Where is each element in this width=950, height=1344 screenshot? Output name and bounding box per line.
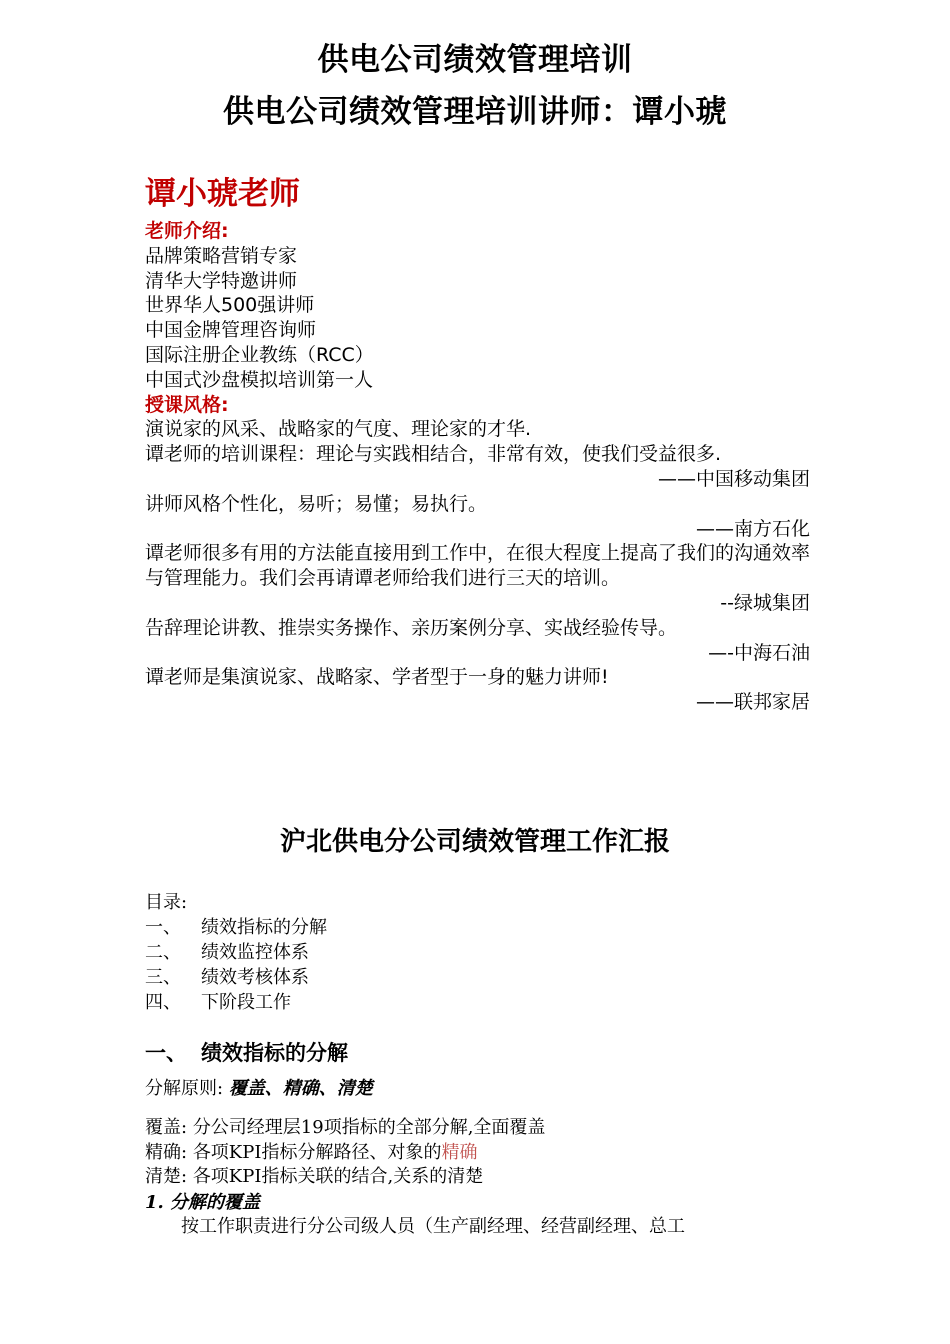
toc-label: 目录: xyxy=(145,892,188,913)
toc-item-number: 一、 xyxy=(145,917,181,938)
toc-item-number: 二、 xyxy=(145,942,181,963)
intro-item: 品牌策略营销专家 xyxy=(145,244,298,267)
subsection-heading: 1. 分解的覆盖 xyxy=(145,1192,261,1213)
intro-item: 中国式沙盘模拟培训第一人 xyxy=(145,368,374,391)
intro-item: 世界华人500强讲师 xyxy=(145,294,315,317)
testimonial-text: 谭老师的培训课程：理论与实践相结合，非常有效，使我们受益很多. xyxy=(145,443,722,466)
testimonial-text: 谭老师很多有用的方法能直接用到工作中，在很大程度上提高了我们的沟通效率与管理能力。我们会再请谭老师给我们进行三天的培训。 xyxy=(145,542,811,590)
toc-item-number: 四、 xyxy=(145,992,181,1013)
intro-label: 老师介绍: xyxy=(145,220,229,242)
section-heading xyxy=(145,1038,810,1068)
definition-label: 清楚: xyxy=(145,1166,188,1187)
definition-text: 各项KPI指标关联的结合,关系的清楚 xyxy=(192,1166,484,1187)
toc-item xyxy=(145,990,810,1015)
style-label: 授课风格: xyxy=(145,393,229,416)
toc-item-number: 三、 xyxy=(145,967,181,988)
testimonial-source: --绿城集团 xyxy=(720,591,810,614)
definition-row xyxy=(145,1165,810,1190)
page-subtitle: 供电公司绩效管理培训讲师：谭小琥 xyxy=(223,94,727,130)
teacher-name: 谭小琥老师 xyxy=(145,176,300,212)
teacher-intro xyxy=(145,219,810,715)
definition-text: 分公司经理层19项指标的全部分解,全面覆盖 xyxy=(192,1117,546,1138)
intro-item: 国际注册企业教练（RCC） xyxy=(145,343,374,366)
page-title: 供电公司绩效管理培训 xyxy=(317,42,633,78)
testimonial-source: ——联邦家居 xyxy=(695,691,810,714)
toc-item xyxy=(145,915,810,940)
intro-item: 中国金牌管理咨询师 xyxy=(145,319,317,342)
toc-item-text: 下阶段工作 xyxy=(201,992,291,1013)
definition-row xyxy=(145,1141,810,1166)
style-desc: 演说家的风采、战略家的气度、理论家的才华. xyxy=(145,418,532,441)
toc-item-text: 绩效指标的分解 xyxy=(201,917,327,938)
toc-item-text: 绩效监控体系 xyxy=(201,942,309,963)
section-number: 一、 xyxy=(145,1041,187,1065)
definition-label: 覆盖: xyxy=(145,1117,188,1138)
definition-text: 各项KPI指标分解路径、对象的 xyxy=(192,1141,442,1163)
principle-label: 分解原则: xyxy=(145,1078,224,1099)
testimonial-text: 讲师风格个性化，易听；易懂；易执行。 xyxy=(145,492,488,515)
intro-item: 清华大学特邀讲师 xyxy=(145,269,298,292)
table-of-contents xyxy=(145,890,810,1015)
section-title: 绩效指标的分解 xyxy=(201,1041,348,1065)
testimonial-text: 告辞理论讲教、推崇实务操作、亲历案例分享、实战经验传导。 xyxy=(145,616,678,639)
testimonial-text: 谭老师是集演说家、战略家、学者型于一身的魅力讲师! xyxy=(145,666,609,689)
principle-definitions xyxy=(145,1116,810,1190)
toc-item xyxy=(145,940,810,965)
body-paragraph: 按工作职责进行分公司级人员（生产副经理、经营副经理、总工 xyxy=(181,1216,685,1237)
decomposition-principle xyxy=(145,1076,810,1101)
testimonial-source: —-中海石油 xyxy=(708,641,810,664)
definition-label: 精确: xyxy=(145,1141,188,1163)
testimonial-source: ——中国移动集团 xyxy=(657,467,810,490)
toc-item-text: 绩效考核体系 xyxy=(201,967,309,988)
definition-accent: 精确 xyxy=(441,1141,478,1163)
toc-item xyxy=(145,965,810,990)
testimonial-source: ——南方石化 xyxy=(695,517,810,540)
definition-row xyxy=(145,1116,810,1141)
principle-value: 覆盖、精确、清楚 xyxy=(228,1078,373,1099)
report-title: 沪北供电分公司绩效管理工作汇报 xyxy=(279,827,670,857)
